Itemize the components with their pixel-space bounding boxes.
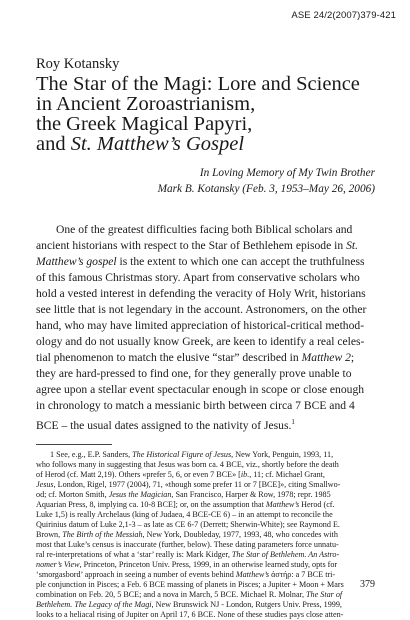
body-line: Matthew’s gospel is the extent to which one can accept the truthfulness	[36, 255, 365, 268]
footnote-line: combination on Feb. 20, 5 BCE; and a nova in March, 5 BCE. Michael R. Molnar, The Star of	[36, 590, 343, 599]
footnote-line: Luke 1,5) is really Archelaus (king of Judaea, 4 BCE-CE 6) – in an attempt to reconcile the	[36, 510, 333, 519]
footnote	[36, 450, 375, 620]
footnote-line: looks to a heliacal rising of Jupiter on April 17, 6 BCE. None of these studies pays close atten-	[36, 610, 344, 619]
body-line: One of the greatest difficulties facing both Biblical scholars and	[56, 223, 353, 236]
dedication	[158, 165, 375, 197]
footnote-line: Bethlehem. The Legacy of the Magi, New Brunswick NJ - London, Rutgers Univ. Press, 1999,	[36, 600, 342, 609]
body-line: hand, who may have limited appreciation of historical-critical method-	[36, 319, 365, 332]
author-name: Roy Kotansky	[36, 56, 120, 72]
footnote-divider	[36, 444, 112, 445]
body-line: they are hard-pressed to find one, for they generally prove unable to	[36, 367, 352, 380]
footnote-line: 1 See, e.g., E.P. Sanders, The Historical Figure of Jesus, New York, Penguin, 1993, 11,	[50, 450, 334, 459]
body-line: ancient historians with respect to the Star of Bethlehem episode in St.	[36, 239, 358, 252]
footnote-line: Quirinius datum of Luke 2,1-3 – as late as CE 6-7 (Derrett; Sherwin-White); see Raymond E.	[36, 520, 340, 529]
dedication-line: Mark B. Kotansky (Feb. 3, 1953–May 26, 2006)	[157, 183, 375, 195]
footnote-line: ‘smorgasbord’ approach in seeing a number of events behind Matthew’s ἀστήρ: a 7 BCE tri-	[36, 570, 336, 579]
body-line: agree upon a stellar event spectacular enough in scope or close enough	[36, 383, 365, 396]
footnote-line: who follows many in suggesting that Jesus was born ca. 4 BCE, viz., shortly before the death	[36, 460, 339, 469]
title-line: The Star of the Magi: Lore and Science	[36, 73, 360, 95]
footnote-line: Jesus, London, Rigel, 1977 (2004), 71, «though some prefer 11 or 7 [BCE]», citing Smallwo-	[36, 480, 341, 489]
body-line: see little that is not legendary in the account. Astronomers, on the other	[36, 303, 367, 316]
body-line: in chronology to match a messianic birth between circa 7 BCE and 4	[36, 399, 355, 412]
footnote-line: ple conjunction in Pisces; a Feb. 6 BCE massing of planets in Pisces; a Jupiter + Moon + Mars	[36, 580, 344, 589]
title-line: and St. Matthew’s Gospel	[36, 133, 245, 155]
footnote-line: Brown, The Birth of the Messiah, New York, Doubleday, 1977, 1993, 48, who concedes with	[36, 530, 338, 539]
body-line: tial phenomenon to match the elusive “star” described in Matthew 2;	[36, 351, 355, 364]
title-line: the Greek Magical Papyri,	[36, 113, 253, 135]
dedication-line: In Loving Memory of My Twin Brother	[199, 167, 375, 179]
body-line: of this famous Christmas story. Apart from conservative scholars who	[36, 271, 360, 284]
article-title	[36, 74, 386, 154]
journal-reference: ASE 24/2(2007)379-421	[291, 10, 396, 21]
body-line: hold a vested interest in defending the veracity of Holy Writ, historians	[36, 287, 366, 300]
page-number: 379	[360, 579, 375, 590]
footnote-line: Aquarian Press, 8, implying ca. 10-8 BCE]; or, on the assumption that Matthew’s Herod (cf.	[36, 500, 335, 509]
footnote-line: ral re-interpretations of what a ‘star’ really is: Mark Kidger, The Star of Bethlehem. An Astro-	[36, 550, 340, 559]
body-paragraph	[36, 222, 375, 434]
footnote-line: nomer’s View, Princeton, Princeton Univ. Press, 1999, in an otherwise learned study, opts for	[36, 560, 338, 569]
title-line: in Ancient Zoroastrianism,	[36, 93, 256, 115]
footnote-line: of Herod (cf. Matt 2,19). Others «prefer 5, 6, or even 7 BCE» [ib., 11; cf. Michael Grant,	[36, 470, 325, 479]
body-line: ology and do not usually know Greek, are keen to identify a real celes-	[36, 335, 365, 348]
footnote-line: od; cf. Morton Smith, Jesus the Magician, San Francisco, Harper & Row, 1978; repr. 1985	[36, 490, 331, 499]
body-line: BCE – the usual dates assigned to the nativity of Jesus.$^1$	[36, 418, 295, 432]
footnote-line: most that Luke’s census is inaccurate (further, below). These dating parameters force unnatu-	[36, 540, 339, 549]
